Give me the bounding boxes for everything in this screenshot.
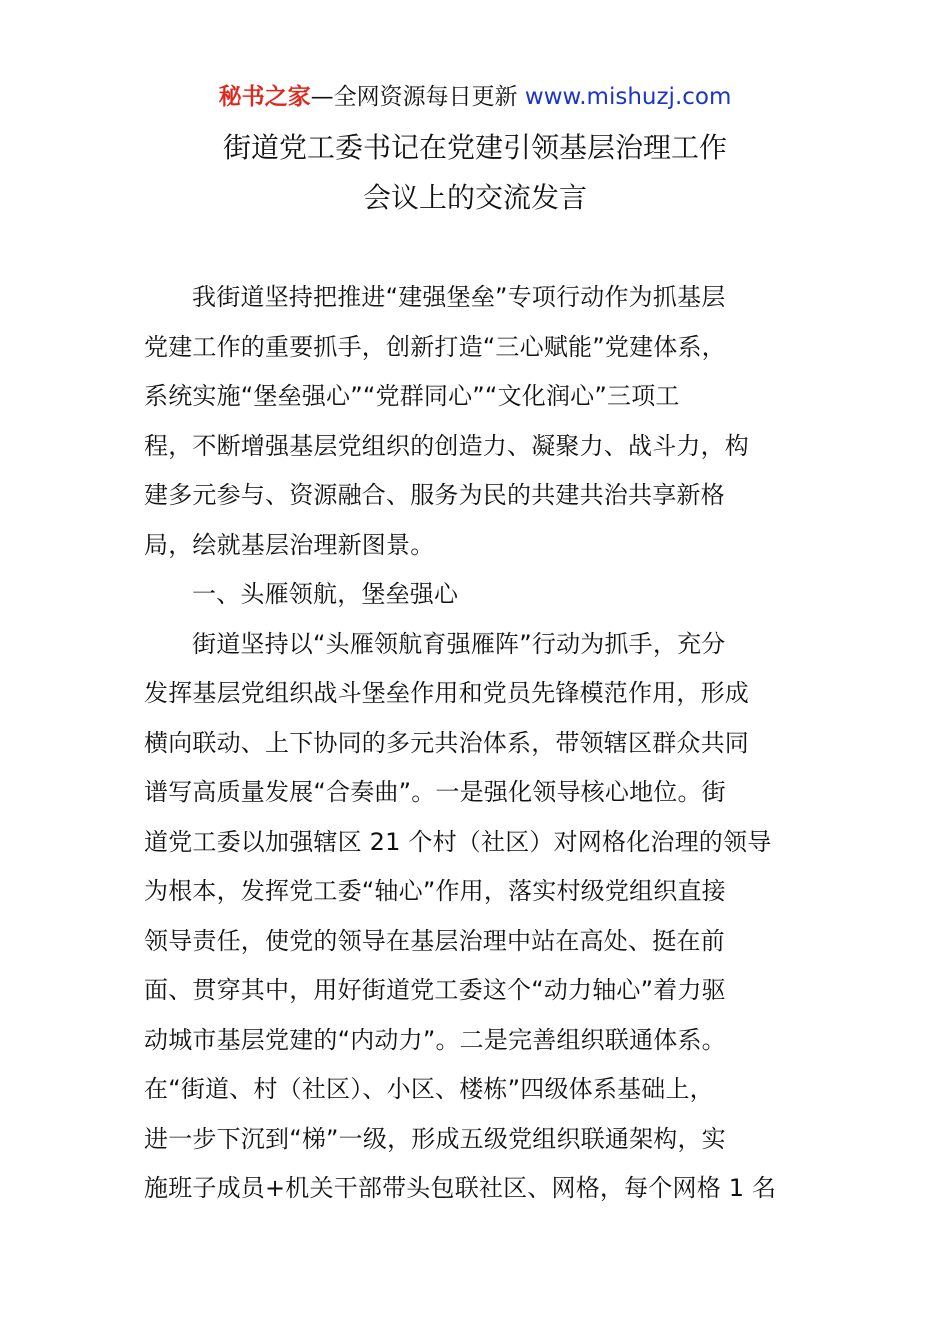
body-line: 动城市基层党建的“内动力”。二是完善组织联通体系。 (144, 1025, 726, 1054)
body-line: 街道坚持以“头雁领航育强雁阵”行动为抓手，充分 (192, 629, 726, 658)
section-heading: 一、头雁领航，堡垒强心 (192, 580, 459, 608)
body-line: 领导责任，使党的领导在基层治理中站在高处、挺在前 (144, 926, 725, 955)
site-brand: 秘书之家 (218, 84, 311, 110)
body-line: 横向联动、上下协同的多元共治体系，带领辖区群众共同 (144, 728, 749, 757)
site-tagline: —全网资源每日更新 (310, 84, 525, 110)
site-header (0, 80, 950, 114)
body-line: 谱写高质量发展“合奏曲”。一是强化领导核心地位。街 (144, 778, 726, 806)
body-line: 党建工作的重要抓手，创新打造“三心赋能”党建体系， (144, 332, 726, 361)
document-title-line-1: 街道党工委书记在党建引领基层治理工作 (222, 131, 727, 164)
body-line: 系统实施“堡垒强心”“党群同心”“文化润心”三项工 (144, 382, 680, 410)
body-line: 面、贯穿其中，用好街道党工委这个“动力轴心”着力驱 (144, 976, 726, 1004)
body-line: 进一步下沉到“梯”一级，形成五级党组织联通架构，实 (144, 1124, 726, 1153)
body-line: 程，不断增强基层党组织的创造力、凝聚力、战斗力，构 (144, 431, 749, 460)
body-line: 道党工委以加强辖区 21 个村（社区）对网格化治理的领导 (144, 827, 772, 856)
body-line: 我街道坚持把推进“建强堡垒”专项行动作为抓基层 (192, 283, 726, 311)
document-title-line-2: 会议上的交流发言 (362, 181, 587, 214)
body-line: 施班子成员+机关干部带头包联社区、网格，每个网格 1 名 (144, 1174, 777, 1202)
body-line: 建多元参与、资源融合、服务为民的共建共治共享新格 (144, 481, 725, 509)
body-line: 在“街道、村（社区）、小区、楼栋”四级体系基础上， (144, 1075, 714, 1103)
body-line: 发挥基层党组织战斗堡垒作用和党员先锋模范作用，形成 (144, 679, 749, 707)
body-line: 局，绘就基层治理新图景。 (144, 530, 435, 559)
body-line: 为根本，发挥党工委“轴心”作用，落实村级党组织直接 (144, 877, 726, 905)
site-url-link[interactable]: www.mishuzj.com (524, 84, 732, 110)
document-body (144, 273, 808, 1214)
